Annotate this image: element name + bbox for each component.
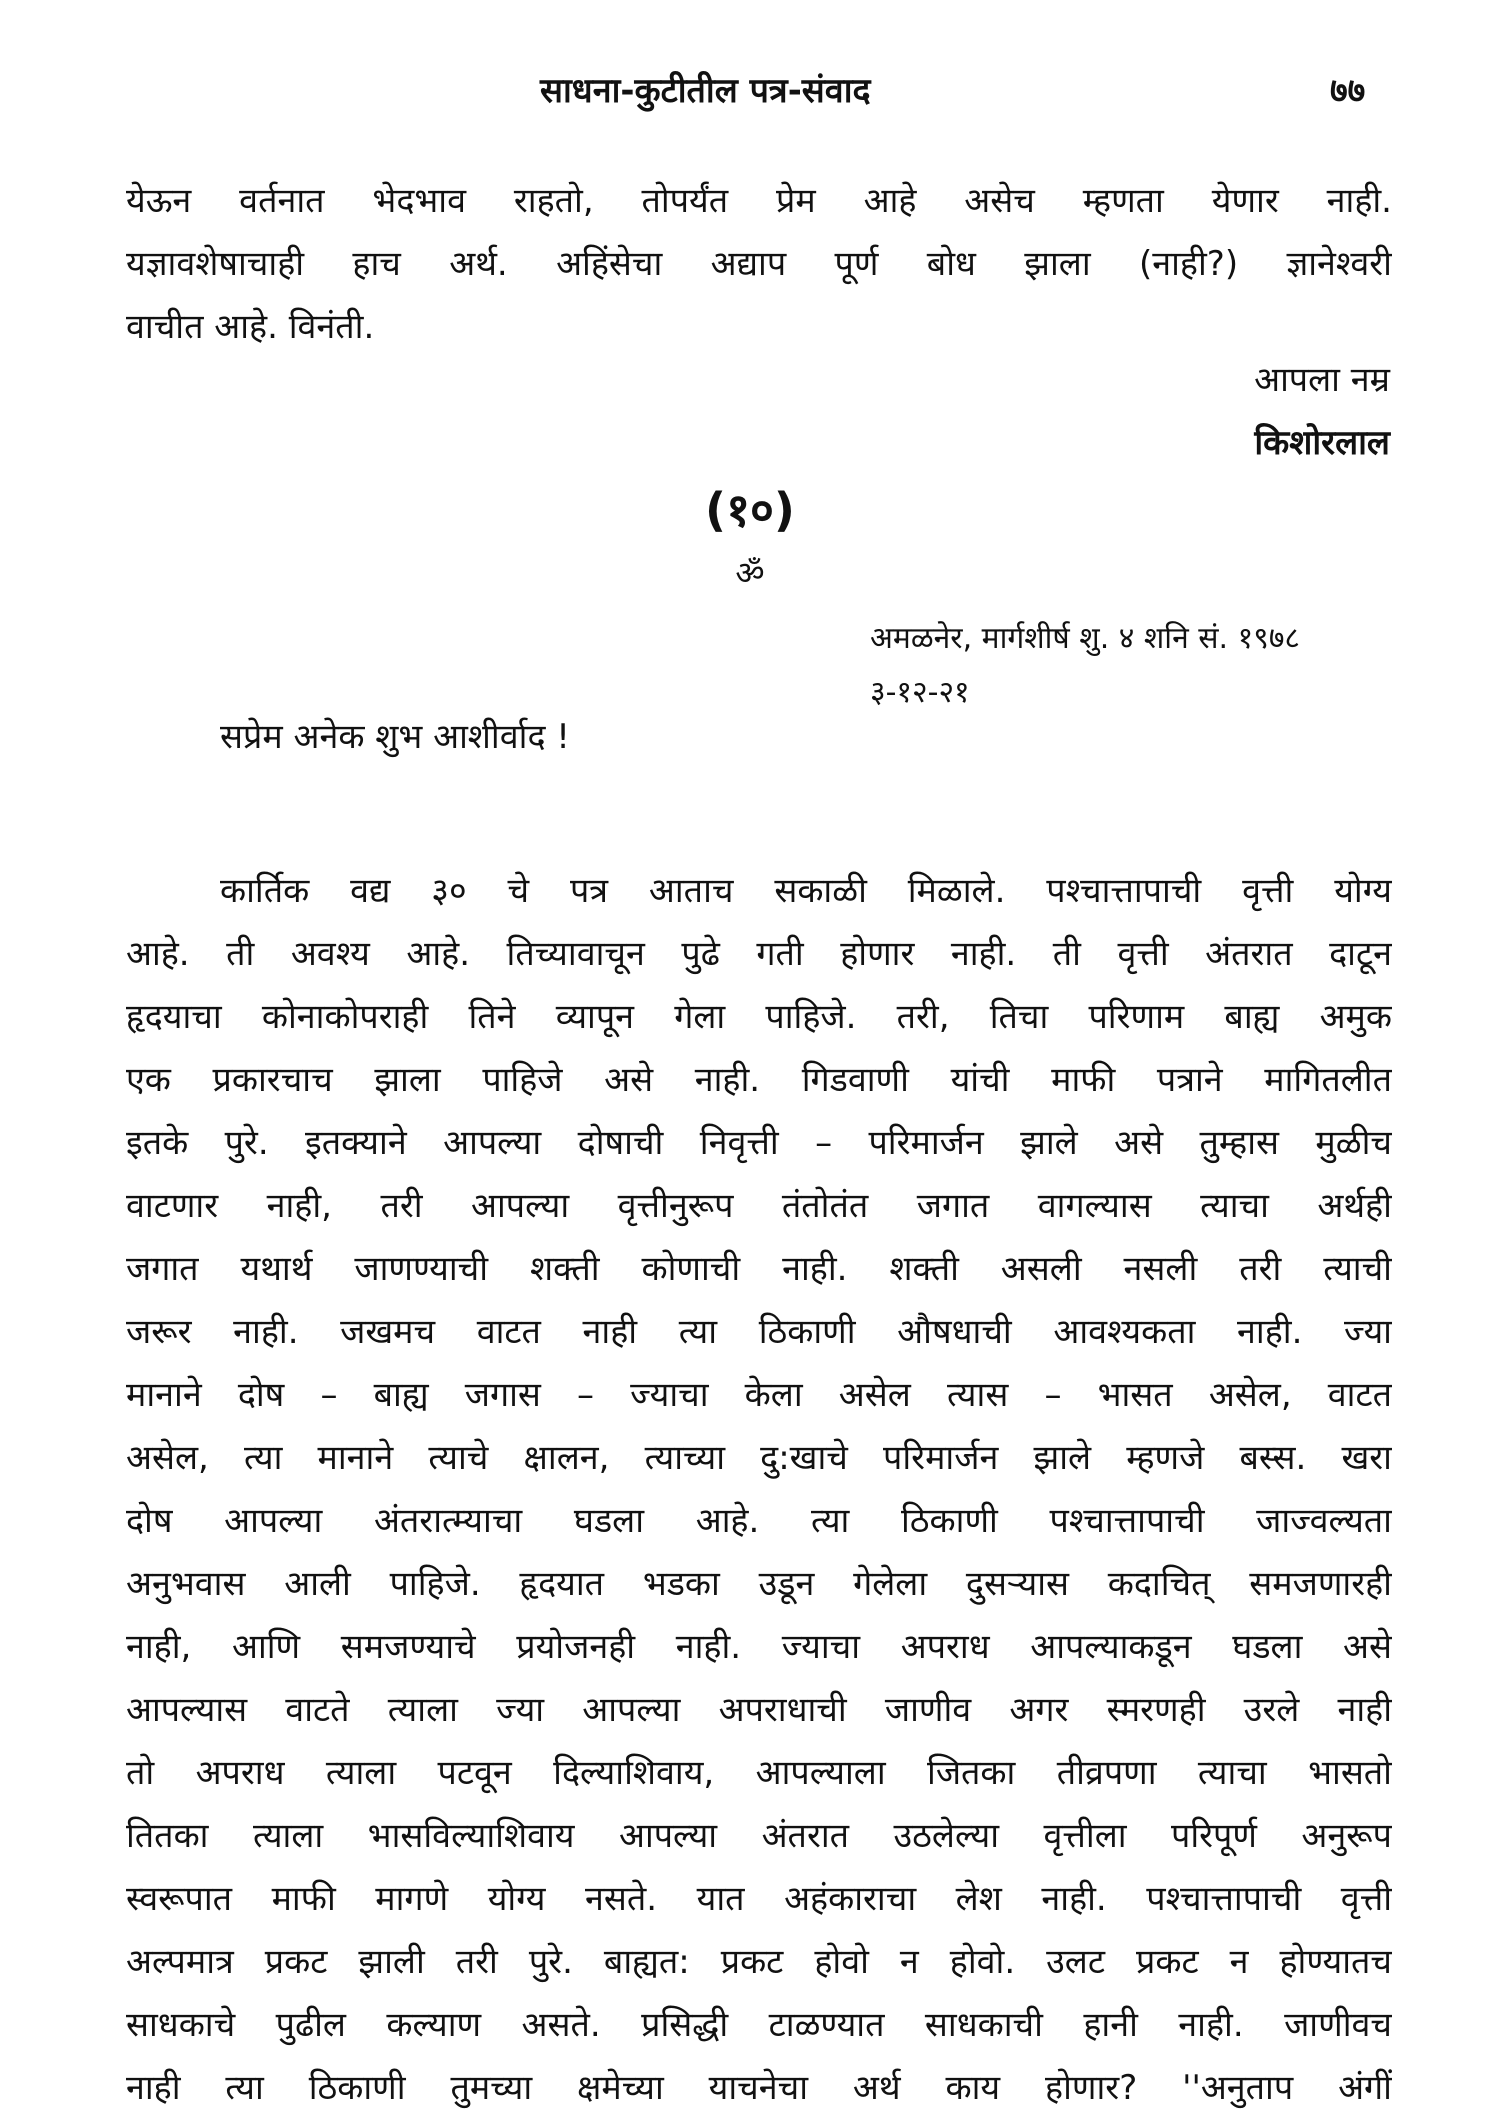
text-line: जरूर नाही. जखमच वाटत नाही त्या ठिकाणी औषधाची आवश्यकता नाही. ज्या <box>126 1312 1392 1352</box>
running-header <box>0 66 1500 116</box>
text-line: स्वरूपात माफी मागणे योग्य नसते. यात अहंकाराचा लेश नाही. पश्चात्तापाची वृत्ती <box>126 1879 1392 1919</box>
place-and-date: अमळनेर, मार्गशीर्ष शु. ४ शनि सं. १९७८ <box>870 621 1301 656</box>
text-line: जगात यथार्थ जाणण्याची शक्ती कोणाची नाही. शक्ती असली नसली तरी त्याची <box>126 1249 1392 1289</box>
running-title: साधना-कुटीतील पत्र-संवाद <box>540 71 871 111</box>
letter-body <box>126 860 1392 2120</box>
text-line: कार्तिक वद्य ३० चे पत्र आताच सकाळी मिळाले. पश्चात्तापाची वृत्ती योग्य <box>220 871 1392 911</box>
text-line: तो अपराध त्याला पटवून दिल्याशिवाय, आपल्याला जितका तीव्रपणा त्याचा भासतो <box>126 1753 1392 1793</box>
letter-number-heading: (१०) <box>705 483 795 537</box>
numeric-date: ३-१२-२१ <box>870 675 970 710</box>
text-line: अल्पमात्र प्रकट झाली तरी पुरे. बाह्यत: प्रकट होवो न होवो. उलट प्रकट न होण्यातच <box>126 1942 1392 1982</box>
text-line: हृदयाचा कोनाकोपराही तिने व्यापून गेला पाहिजे. तरी, तिचा परिणाम बाह्य अमुक <box>126 997 1392 1037</box>
letter-dateline <box>870 612 1300 720</box>
text-line: वाटणार नाही, तरी आपल्या वृत्तीनुरूप तंतोतंत जगात वागल्यास त्याचा अर्थही <box>126 1186 1392 1226</box>
text-line: मानाने दोष – बाह्य जगास – ज्याचा केला असेल त्यास – भासत असेल, वाटत <box>126 1375 1392 1415</box>
text-line: साधकाचे पुढील कल्याण असते. प्रसिद्धी टाळण्यात साधकाची हानी नाही. जाणीवच <box>126 2005 1392 2045</box>
page-number: ७७ <box>1330 71 1366 111</box>
text-line: येऊन वर्तनात भेदभाव राहतो, तोपर्यंत प्रेम आहे असेच म्हणता येणार नाही. <box>126 181 1392 221</box>
text-line: वाचीत आहे. विनंती. <box>126 307 375 347</box>
text-line: यज्ञावशेषाचाही हाच अर्थ. अहिंसेचा अद्याप पूर्ण बोध झाला (नाही?) ज्ञानेश्वरी <box>126 244 1392 284</box>
text-line: अनुभवास आली पाहिजे. हृदयात भडका उडून गेलेला दुसऱ्यास कदाचित् समजणारही <box>126 1564 1392 1604</box>
previous-letter-ending <box>126 170 1392 359</box>
text-line: नाही त्या ठिकाणी तुमच्या क्षमेच्या याचनेचा अर्थ काय होणार? ''अनुताप अंगीं <box>126 2068 1392 2108</box>
text-line: आपल्यास वाटते त्याला ज्या आपल्या अपराधाची जाणीव अगर स्मरणही उरले नाही <box>126 1690 1392 1730</box>
text-line: तितका त्याला भासविल्याशिवाय आपल्या अंतरात उठलेल्या वृत्तीला परिपूर्ण अनुरूप <box>126 1816 1392 1856</box>
text-line: इतके पुरे. इतक्याने आपल्या दोषाची निवृत्ती – परिमार्जन झाले असे तुम्हास मुळीच <box>126 1123 1392 1163</box>
text-line: दोष आपल्या अंतरात्म्याचा घडला आहे. त्या ठिकाणी पश्चात्तापाची जाज्वल्यता <box>126 1501 1392 1541</box>
salutation: सप्रेम अनेक शुभ आशीर्वाद ! <box>220 717 570 757</box>
text-line: असेल, त्या मानाने त्याचे क्षालन, त्याच्या दु:खाचे परिमार्जन झाले म्हणजे बस्स. खरा <box>126 1438 1392 1478</box>
text-line: नाही, आणि समजण्याचे प्रयोजनही नाही. ज्याचा अपराध आपल्याकडून घडला असे <box>126 1627 1392 1667</box>
letter-closing: आपला नम्र <box>1254 360 1390 400</box>
text-line: आहे. ती अवश्य आहे. तिच्यावाचून पुढे गती होणार नाही. ती वृत्ती अंतरात दाटून <box>126 934 1392 974</box>
signature: किशोरलाल <box>1254 423 1390 463</box>
text-line: एक प्रकारचाच झाला पाहिजे असे नाही. गिडवाणी यांची माफी पत्राने मागितलीत <box>126 1060 1392 1100</box>
om-symbol: ॐ <box>735 554 765 592</box>
